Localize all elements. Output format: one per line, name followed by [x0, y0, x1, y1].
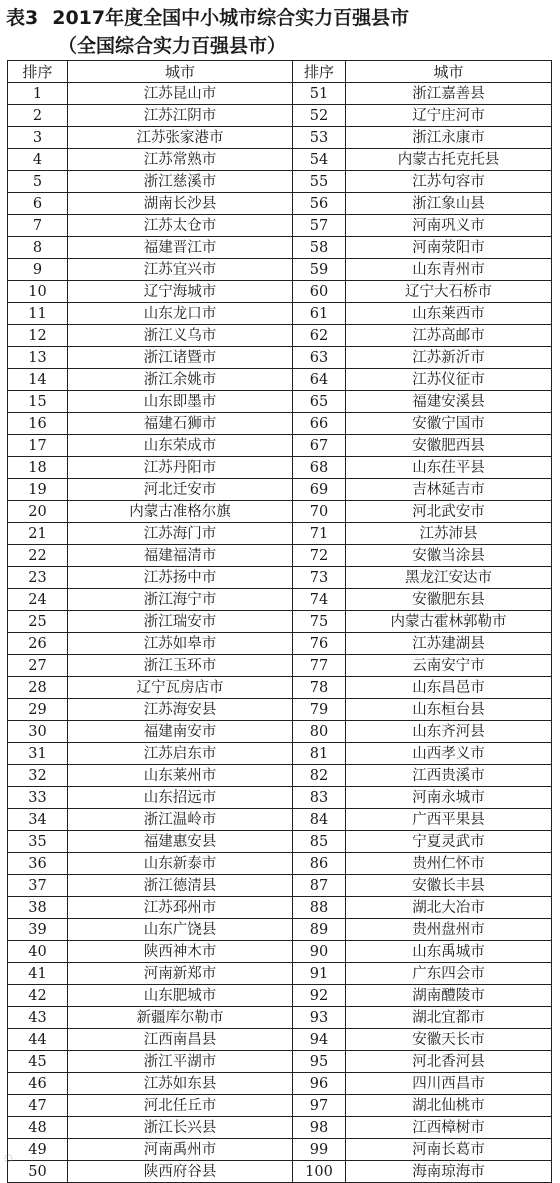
- cell-city: 山西孝义市: [346, 743, 552, 765]
- cell-city: 辽宁海城市: [68, 281, 293, 303]
- cell-city: 江苏邳州市: [68, 897, 293, 919]
- cell-city: 江西贵溪市: [346, 765, 552, 787]
- cell-city: 四川西昌市: [346, 1073, 552, 1095]
- table-row: [8, 677, 552, 699]
- cell-city: 陕西府谷县: [68, 1161, 293, 1183]
- table-row: [8, 853, 552, 875]
- cell-city: 浙江象山县: [346, 193, 552, 215]
- cell-rank: 2: [8, 105, 68, 127]
- cell-city: 海南琼海市: [346, 1161, 552, 1183]
- cell-rank: 52: [293, 105, 346, 127]
- cell-rank: 50: [8, 1161, 68, 1183]
- cell-city: 山东昌邑市: [346, 677, 552, 699]
- cell-city: 江西南昌县: [68, 1029, 293, 1051]
- cell-city: 江苏扬中市: [68, 567, 293, 589]
- cell-rank: 54: [293, 149, 346, 171]
- table-row: [8, 105, 552, 127]
- table-row: [8, 743, 552, 765]
- cell-rank: 9: [8, 259, 68, 281]
- cell-city: 福建晋江市: [68, 237, 293, 259]
- cell-city: 浙江德清县: [68, 875, 293, 897]
- table-row: [8, 83, 552, 105]
- cell-city: 江苏沛县: [346, 523, 552, 545]
- cell-city: 福建福清市: [68, 545, 293, 567]
- cell-rank: 38: [8, 897, 68, 919]
- cell-city: 山东禹城市: [346, 941, 552, 963]
- cell-city: 江苏丹阳市: [68, 457, 293, 479]
- table-row: [8, 1139, 552, 1161]
- cell-city: 新疆库尔勒市: [68, 1007, 293, 1029]
- cell-rank: 37: [8, 875, 68, 897]
- table-row: [8, 919, 552, 941]
- cell-rank: 8: [8, 237, 68, 259]
- cell-rank: 99: [293, 1139, 346, 1161]
- cell-rank: 60: [293, 281, 346, 303]
- table-row: [8, 1073, 552, 1095]
- cell-city: 安徽肥西县: [346, 435, 552, 457]
- cell-city: 辽宁瓦房店市: [68, 677, 293, 699]
- cell-city: 河北香河县: [346, 1051, 552, 1073]
- table-label: 表3: [6, 7, 39, 29]
- cell-rank: 66: [293, 413, 346, 435]
- cell-city: 辽宁大石桥市: [346, 281, 552, 303]
- cell-rank: 24: [8, 589, 68, 611]
- ranking-table: [7, 60, 552, 1183]
- cell-rank: 15: [8, 391, 68, 413]
- cell-rank: 68: [293, 457, 346, 479]
- cell-city: 福建安溪县: [346, 391, 552, 413]
- cell-rank: 83: [293, 787, 346, 809]
- cell-rank: 16: [8, 413, 68, 435]
- table-row: [8, 171, 552, 193]
- cell-city: 辽宁庄河市: [346, 105, 552, 127]
- table-row: [8, 1051, 552, 1073]
- cell-city: 江苏建湖县: [346, 633, 552, 655]
- cell-city: 安徽宁国市: [346, 413, 552, 435]
- cell-rank: 27: [8, 655, 68, 677]
- cell-city: 山东茌平县: [346, 457, 552, 479]
- cell-rank: 76: [293, 633, 346, 655]
- cell-rank: 43: [8, 1007, 68, 1029]
- cell-rank: 94: [293, 1029, 346, 1051]
- table-row: [8, 589, 552, 611]
- table-row: [8, 831, 552, 853]
- table-row: [8, 237, 552, 259]
- cell-rank: 35: [8, 831, 68, 853]
- table-row: [8, 1029, 552, 1051]
- table-row: [8, 721, 552, 743]
- cell-rank: 85: [293, 831, 346, 853]
- cell-city: 安徽长丰县: [346, 875, 552, 897]
- table-title: [6, 4, 556, 60]
- cell-city: 河南长葛市: [346, 1139, 552, 1161]
- cell-rank: 100: [293, 1161, 346, 1183]
- table-row: [8, 149, 552, 171]
- cell-city: 内蒙古托克托县: [346, 149, 552, 171]
- cell-rank: 40: [8, 941, 68, 963]
- cell-city: 江苏江阴市: [68, 105, 293, 127]
- cell-city: 湖南长沙县: [68, 193, 293, 215]
- cell-rank: 88: [293, 897, 346, 919]
- cell-rank: 64: [293, 369, 346, 391]
- cell-city: 黑龙江安达市: [346, 567, 552, 589]
- title-main: 2017年度全国中小城市综合实力百强县市: [52, 7, 410, 29]
- cell-city: 湖北仙桃市: [346, 1095, 552, 1117]
- cell-rank: 23: [8, 567, 68, 589]
- cell-rank: 51: [293, 83, 346, 105]
- cell-city: 内蒙古霍林郭勒市: [346, 611, 552, 633]
- cell-rank: 81: [293, 743, 346, 765]
- cell-rank: 65: [293, 391, 346, 413]
- table-row: [8, 457, 552, 479]
- cell-rank: 63: [293, 347, 346, 369]
- cell-rank: 89: [293, 919, 346, 941]
- cell-rank: 6: [8, 193, 68, 215]
- cell-city: 浙江长兴县: [68, 1117, 293, 1139]
- cell-city: 浙江海宁市: [68, 589, 293, 611]
- cell-rank: 34: [8, 809, 68, 831]
- cell-rank: 90: [293, 941, 346, 963]
- cell-rank: 10: [8, 281, 68, 303]
- cell-rank: 46: [8, 1073, 68, 1095]
- cell-city: 江苏如东县: [68, 1073, 293, 1095]
- cell-city: 安徽天长市: [346, 1029, 552, 1051]
- cell-city: 浙江余姚市: [68, 369, 293, 391]
- cell-rank: 69: [293, 479, 346, 501]
- table-row: [8, 193, 552, 215]
- table-row: [8, 1095, 552, 1117]
- cell-rank: 49: [8, 1139, 68, 1161]
- table-row: [8, 611, 552, 633]
- cell-city: 湖北宜都市: [346, 1007, 552, 1029]
- table-row: [8, 391, 552, 413]
- table-row: [8, 1007, 552, 1029]
- cell-rank: 3: [8, 127, 68, 149]
- cell-city: 江苏海门市: [68, 523, 293, 545]
- cell-city: 山东桓台县: [346, 699, 552, 721]
- cell-rank: 78: [293, 677, 346, 699]
- cell-rank: 39: [8, 919, 68, 941]
- cell-rank: 13: [8, 347, 68, 369]
- cell-city: 福建惠安县: [68, 831, 293, 853]
- cell-rank: 92: [293, 985, 346, 1007]
- header-city-1: 城市: [68, 61, 293, 83]
- header-city-2: 城市: [346, 61, 552, 83]
- cell-city: 江苏句容市: [346, 171, 552, 193]
- cell-rank: 61: [293, 303, 346, 325]
- cell-city: 江苏昆山市: [68, 83, 293, 105]
- table-row: [8, 875, 552, 897]
- table-row: [8, 545, 552, 567]
- table-row: [8, 325, 552, 347]
- table-row: [8, 413, 552, 435]
- cell-city: 江苏张家港市: [68, 127, 293, 149]
- cell-city: 山东广饶县: [68, 919, 293, 941]
- table-row: [8, 633, 552, 655]
- cell-rank: 77: [293, 655, 346, 677]
- cell-rank: 22: [8, 545, 68, 567]
- cell-city: 山东齐河县: [346, 721, 552, 743]
- cell-rank: 75: [293, 611, 346, 633]
- cell-city: 吉林延吉市: [346, 479, 552, 501]
- cell-rank: 48: [8, 1117, 68, 1139]
- header-rank-1: 排序: [8, 61, 68, 83]
- cell-city: 江苏常熟市: [68, 149, 293, 171]
- cell-rank: 4: [8, 149, 68, 171]
- cell-city: 山东招远市: [68, 787, 293, 809]
- table-row: [8, 787, 552, 809]
- cell-rank: 86: [293, 853, 346, 875]
- cell-city: 山东即墨市: [68, 391, 293, 413]
- cell-city: 浙江玉环市: [68, 655, 293, 677]
- watermark-icon: ◌: [4, 1153, 13, 1164]
- cell-city: 河南新郑市: [68, 963, 293, 985]
- table-row: [8, 765, 552, 787]
- cell-city: 江西樟树市: [346, 1117, 552, 1139]
- table-row: [8, 303, 552, 325]
- cell-rank: 33: [8, 787, 68, 809]
- table-row: [8, 479, 552, 501]
- cell-city: 福建石狮市: [68, 413, 293, 435]
- cell-rank: 55: [293, 171, 346, 193]
- cell-rank: 74: [293, 589, 346, 611]
- cell-rank: 31: [8, 743, 68, 765]
- table-row: [8, 281, 552, 303]
- cell-city: 浙江诸暨市: [68, 347, 293, 369]
- table-row: [8, 699, 552, 721]
- cell-rank: 79: [293, 699, 346, 721]
- cell-city: 广西平果县: [346, 809, 552, 831]
- cell-city: 山东龙口市: [68, 303, 293, 325]
- cell-rank: 72: [293, 545, 346, 567]
- cell-rank: 7: [8, 215, 68, 237]
- cell-city: 河北迁安市: [68, 479, 293, 501]
- header-row: [8, 61, 552, 83]
- cell-rank: 87: [293, 875, 346, 897]
- cell-city: 广东四会市: [346, 963, 552, 985]
- cell-rank: 32: [8, 765, 68, 787]
- cell-city: 河北武安市: [346, 501, 552, 523]
- table-row: [8, 567, 552, 589]
- cell-rank: 12: [8, 325, 68, 347]
- cell-rank: 53: [293, 127, 346, 149]
- cell-city: 湖南醴陵市: [346, 985, 552, 1007]
- table-row: [8, 1117, 552, 1139]
- table-row: [8, 501, 552, 523]
- cell-city: 河南巩义市: [346, 215, 552, 237]
- table-row: [8, 259, 552, 281]
- cell-rank: 30: [8, 721, 68, 743]
- cell-city: 山东莱州市: [68, 765, 293, 787]
- title-line-2: （全国综合实力百强县市）: [58, 35, 287, 57]
- table-row: [8, 523, 552, 545]
- cell-city: 河南禹州市: [68, 1139, 293, 1161]
- table-row: [8, 347, 552, 369]
- title-line-1: [6, 4, 556, 32]
- cell-rank: 67: [293, 435, 346, 457]
- table-row: [8, 435, 552, 457]
- cell-rank: 62: [293, 325, 346, 347]
- cell-city: 安徽肥东县: [346, 589, 552, 611]
- cell-city: 贵州盘州市: [346, 919, 552, 941]
- cell-rank: 45: [8, 1051, 68, 1073]
- cell-rank: 91: [293, 963, 346, 985]
- cell-rank: 5: [8, 171, 68, 193]
- cell-rank: 80: [293, 721, 346, 743]
- cell-city: 陕西神木市: [68, 941, 293, 963]
- cell-rank: 18: [8, 457, 68, 479]
- cell-city: 浙江慈溪市: [68, 171, 293, 193]
- cell-city: 河南永城市: [346, 787, 552, 809]
- cell-city: 浙江瑞安市: [68, 611, 293, 633]
- table-row: [8, 897, 552, 919]
- table-row: [8, 1161, 552, 1183]
- cell-rank: 1: [8, 83, 68, 105]
- cell-rank: 71: [293, 523, 346, 545]
- cell-rank: 29: [8, 699, 68, 721]
- cell-rank: 95: [293, 1051, 346, 1073]
- cell-city: 江苏太仓市: [68, 215, 293, 237]
- cell-city: 浙江温岭市: [68, 809, 293, 831]
- cell-city: 江苏仪征市: [346, 369, 552, 391]
- cell-rank: 84: [293, 809, 346, 831]
- cell-city: 山东肥城市: [68, 985, 293, 1007]
- cell-city: 云南安宁市: [346, 655, 552, 677]
- cell-rank: 70: [293, 501, 346, 523]
- cell-rank: 14: [8, 369, 68, 391]
- cell-city: 江苏启东市: [68, 743, 293, 765]
- cell-city: 浙江义乌市: [68, 325, 293, 347]
- cell-rank: 56: [293, 193, 346, 215]
- cell-city: 安徽当涂县: [346, 545, 552, 567]
- cell-rank: 28: [8, 677, 68, 699]
- cell-rank: 93: [293, 1007, 346, 1029]
- cell-rank: 36: [8, 853, 68, 875]
- cell-city: 山东莱西市: [346, 303, 552, 325]
- cell-rank: 11: [8, 303, 68, 325]
- cell-rank: 44: [8, 1029, 68, 1051]
- cell-city: 江苏宜兴市: [68, 259, 293, 281]
- cell-city: 江苏如皋市: [68, 633, 293, 655]
- table-row: [8, 655, 552, 677]
- cell-city: 河南荥阳市: [346, 237, 552, 259]
- header-rank-2: 排序: [293, 61, 346, 83]
- cell-city: 浙江嘉善县: [346, 83, 552, 105]
- cell-city: 江苏海安县: [68, 699, 293, 721]
- cell-rank: 59: [293, 259, 346, 281]
- cell-rank: 82: [293, 765, 346, 787]
- cell-city: 湖北大冶市: [346, 897, 552, 919]
- cell-rank: 98: [293, 1117, 346, 1139]
- table-row: [8, 127, 552, 149]
- table-row: [8, 963, 552, 985]
- cell-rank: 21: [8, 523, 68, 545]
- cell-city: 浙江永康市: [346, 127, 552, 149]
- cell-rank: 20: [8, 501, 68, 523]
- cell-rank: 97: [293, 1095, 346, 1117]
- table-body: [8, 83, 552, 1183]
- table-row: [8, 941, 552, 963]
- cell-city: 山东青州市: [346, 259, 552, 281]
- cell-city: 山东荣成市: [68, 435, 293, 457]
- cell-city: 贵州仁怀市: [346, 853, 552, 875]
- cell-city: 福建南安市: [68, 721, 293, 743]
- cell-city: 内蒙古准格尔旗: [68, 501, 293, 523]
- cell-rank: 42: [8, 985, 68, 1007]
- cell-rank: 57: [293, 215, 346, 237]
- cell-rank: 73: [293, 567, 346, 589]
- cell-rank: 17: [8, 435, 68, 457]
- table-row: [8, 809, 552, 831]
- cell-rank: 19: [8, 479, 68, 501]
- table-row: [8, 985, 552, 1007]
- cell-city: 宁夏灵武市: [346, 831, 552, 853]
- table-row: [8, 369, 552, 391]
- cell-rank: 26: [8, 633, 68, 655]
- cell-rank: 25: [8, 611, 68, 633]
- cell-city: 江苏高邮市: [346, 325, 552, 347]
- table-row: [8, 215, 552, 237]
- cell-rank: 58: [293, 237, 346, 259]
- cell-city: 山东新泰市: [68, 853, 293, 875]
- cell-city: 河北任丘市: [68, 1095, 293, 1117]
- cell-rank: 96: [293, 1073, 346, 1095]
- cell-rank: 47: [8, 1095, 68, 1117]
- cell-rank: 41: [8, 963, 68, 985]
- cell-city: 江苏新沂市: [346, 347, 552, 369]
- cell-city: 浙江平湖市: [68, 1051, 293, 1073]
